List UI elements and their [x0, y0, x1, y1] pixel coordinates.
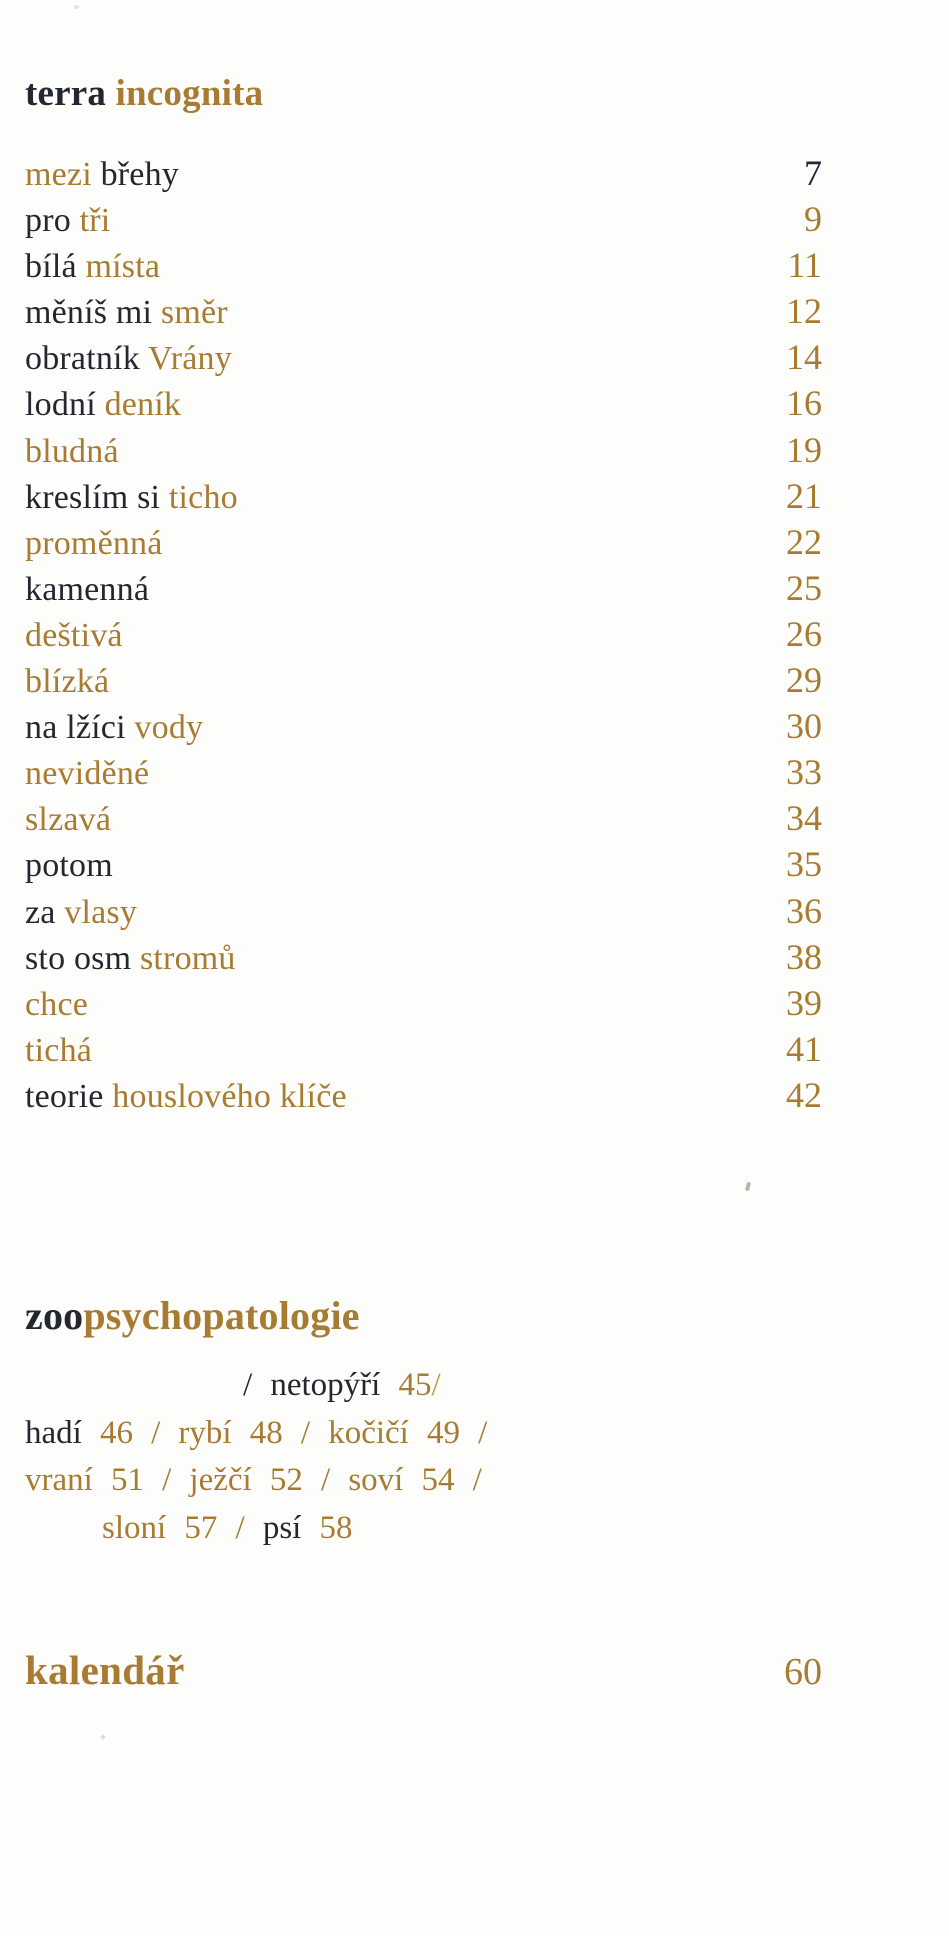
- toc-page-number: 35: [786, 844, 822, 885]
- toc-page-number: 42: [786, 1074, 822, 1115]
- toc-list: [25, 150, 822, 1118]
- toc-entry-title: [25, 705, 203, 751]
- toc-title-word: neviděné: [25, 755, 150, 793]
- title-word: kalendář: [25, 1647, 185, 1693]
- toc-row: [25, 749, 822, 795]
- toc-entry-title: [25, 198, 110, 244]
- zoo-line-word: sloní 57 /: [102, 1509, 263, 1546]
- zoo-line: [25, 1457, 585, 1505]
- toc-entry-title: [25, 613, 123, 659]
- zoo-line-word: 45: [398, 1367, 432, 1403]
- toc-page-number: 38: [786, 936, 822, 977]
- zoo-line-word: / netopýří: [243, 1367, 399, 1403]
- zoo-entry-lines: [25, 1362, 585, 1552]
- toc-title-word: břehy: [100, 156, 179, 193]
- toc-page-number: 36: [786, 890, 822, 931]
- toc-entry-title: [25, 1028, 92, 1074]
- toc-entry-title: [25, 936, 236, 982]
- kalendar-page-number: 60: [784, 1651, 822, 1693]
- zoo-line-word: psí: [262, 1509, 302, 1546]
- toc-entry-title: [25, 1074, 347, 1120]
- toc-entry-title: [25, 890, 137, 936]
- toc-title-word: sto osm: [25, 939, 140, 977]
- toc-entry-title: [25, 521, 163, 567]
- toc-page-number: 11: [787, 245, 822, 286]
- toc-row: [25, 934, 822, 980]
- toc-entry-title: [25, 290, 228, 336]
- toc-page-number: 12: [786, 291, 822, 332]
- title-word: incognita: [115, 73, 264, 114]
- toc-title-word: vody: [134, 709, 204, 747]
- toc-page-number: 16: [786, 383, 822, 424]
- toc-title-word: deštivá: [25, 616, 123, 654]
- toc-entry-title: [25, 244, 160, 290]
- toc-title-word: na lžíci: [25, 709, 135, 747]
- toc-title-word: chce: [25, 985, 89, 1023]
- title-word: zoo: [25, 1293, 84, 1338]
- toc-entry-title: [25, 475, 238, 521]
- toc-page-number: 39: [786, 982, 822, 1023]
- kalendar-row: [25, 1642, 822, 1700]
- zoo-line-word: /: [431, 1367, 441, 1403]
- toc-row: [25, 565, 822, 611]
- toc-title-word: tichá: [25, 1031, 93, 1069]
- title-word: terra: [25, 73, 116, 114]
- zoo-line-word: hadí: [25, 1414, 100, 1451]
- toc-title-word: bludná: [25, 432, 119, 470]
- toc-page-number: 19: [786, 429, 822, 470]
- toc-title-word: deník: [104, 386, 182, 424]
- toc-row: [25, 519, 822, 565]
- toc-row: [25, 841, 822, 887]
- toc-title-word: kreslím si: [25, 478, 169, 516]
- toc-entry-title: [25, 567, 149, 613]
- zoo-line-word: vraní 51 / ježčí 52 / soví 54 /: [25, 1462, 482, 1498]
- toc-title-word: houslového klíče: [112, 1077, 347, 1115]
- toc-row: [25, 980, 822, 1026]
- toc-entry-title: [25, 982, 88, 1028]
- toc-title-word: potom: [25, 847, 113, 885]
- zoo-line-word: 46 / rybí 48 / kočičí 49 /: [99, 1414, 488, 1451]
- toc-title-word: tři: [79, 202, 111, 240]
- toc-entry-title: [25, 659, 109, 705]
- toc-page-number: 29: [786, 660, 822, 701]
- toc-entry-title: [25, 382, 181, 428]
- scan-speck: [74, 5, 79, 9]
- toc-row: [25, 888, 822, 934]
- toc-title-word: směr: [160, 294, 228, 332]
- toc-page-number: 7: [804, 153, 822, 193]
- scan-speck: [745, 1182, 751, 1192]
- toc-entry-title: [25, 152, 179, 198]
- toc-title-word: místa: [85, 248, 161, 286]
- toc-page-number: 22: [786, 521, 822, 562]
- toc-page-number: 34: [786, 798, 822, 839]
- toc-title-word: stromů: [139, 939, 236, 977]
- toc-title-word: slzavá: [25, 801, 112, 839]
- toc-row: [25, 150, 822, 196]
- toc-page-number: 14: [786, 337, 822, 378]
- toc-page-number: 9: [804, 199, 822, 240]
- toc-title-word: proměnná: [25, 524, 163, 562]
- toc-row: [25, 288, 822, 334]
- toc-row: [25, 703, 822, 749]
- toc-entry-title: [25, 797, 111, 843]
- section-title-terra-incognita: [25, 72, 263, 115]
- toc-title-word: pro: [25, 202, 80, 240]
- toc-entry-title: [25, 429, 119, 475]
- toc-row: [25, 611, 822, 657]
- title-word: psychopatologie: [83, 1293, 360, 1338]
- toc-row: [25, 1026, 822, 1072]
- section-title-kalendar: [25, 1642, 185, 1698]
- toc-title-word: ticho: [168, 478, 238, 516]
- toc-title-word: měníš mi: [25, 294, 161, 332]
- toc-page-number: 21: [786, 475, 822, 516]
- toc-entry-title: [25, 843, 113, 889]
- toc-page-number: 25: [786, 567, 822, 608]
- toc-title-word: mezi: [25, 156, 101, 193]
- toc-page-number: 33: [786, 752, 822, 793]
- toc-title-word: kamenná: [25, 570, 150, 608]
- toc-page-number: 26: [786, 613, 822, 654]
- toc-title-word: blízká: [25, 663, 110, 701]
- toc-entry-title: [25, 336, 232, 382]
- toc-title-word: vlasy: [64, 893, 138, 931]
- toc-row: [25, 196, 822, 242]
- toc-row: [25, 380, 822, 426]
- scan-speck: [100, 1734, 106, 1740]
- toc-row: [25, 657, 822, 703]
- toc-row: [25, 473, 822, 519]
- toc-title-word: lodní: [25, 386, 105, 424]
- toc-title-word: za: [25, 893, 65, 931]
- toc-title-word: obratník: [25, 340, 148, 378]
- toc-row: [25, 242, 822, 288]
- toc-row: [25, 427, 822, 473]
- zoo-line: [243, 1362, 585, 1410]
- toc-title-word: teorie: [25, 1077, 113, 1115]
- section-title-zoopsychopatologie: [25, 1292, 360, 1339]
- toc-page-number: 41: [786, 1028, 822, 1069]
- toc-title-word: bílá: [25, 248, 86, 286]
- zoo-line-word: 58: [301, 1509, 353, 1546]
- toc-page-number: 30: [786, 706, 822, 747]
- toc-entry-title: [25, 751, 149, 797]
- zoo-line: [102, 1505, 585, 1553]
- toc-row: [25, 334, 822, 380]
- zoo-line: [25, 1410, 585, 1458]
- toc-row: [25, 795, 822, 841]
- toc-title-word: Vrány: [148, 340, 232, 378]
- toc-row: [25, 1072, 822, 1118]
